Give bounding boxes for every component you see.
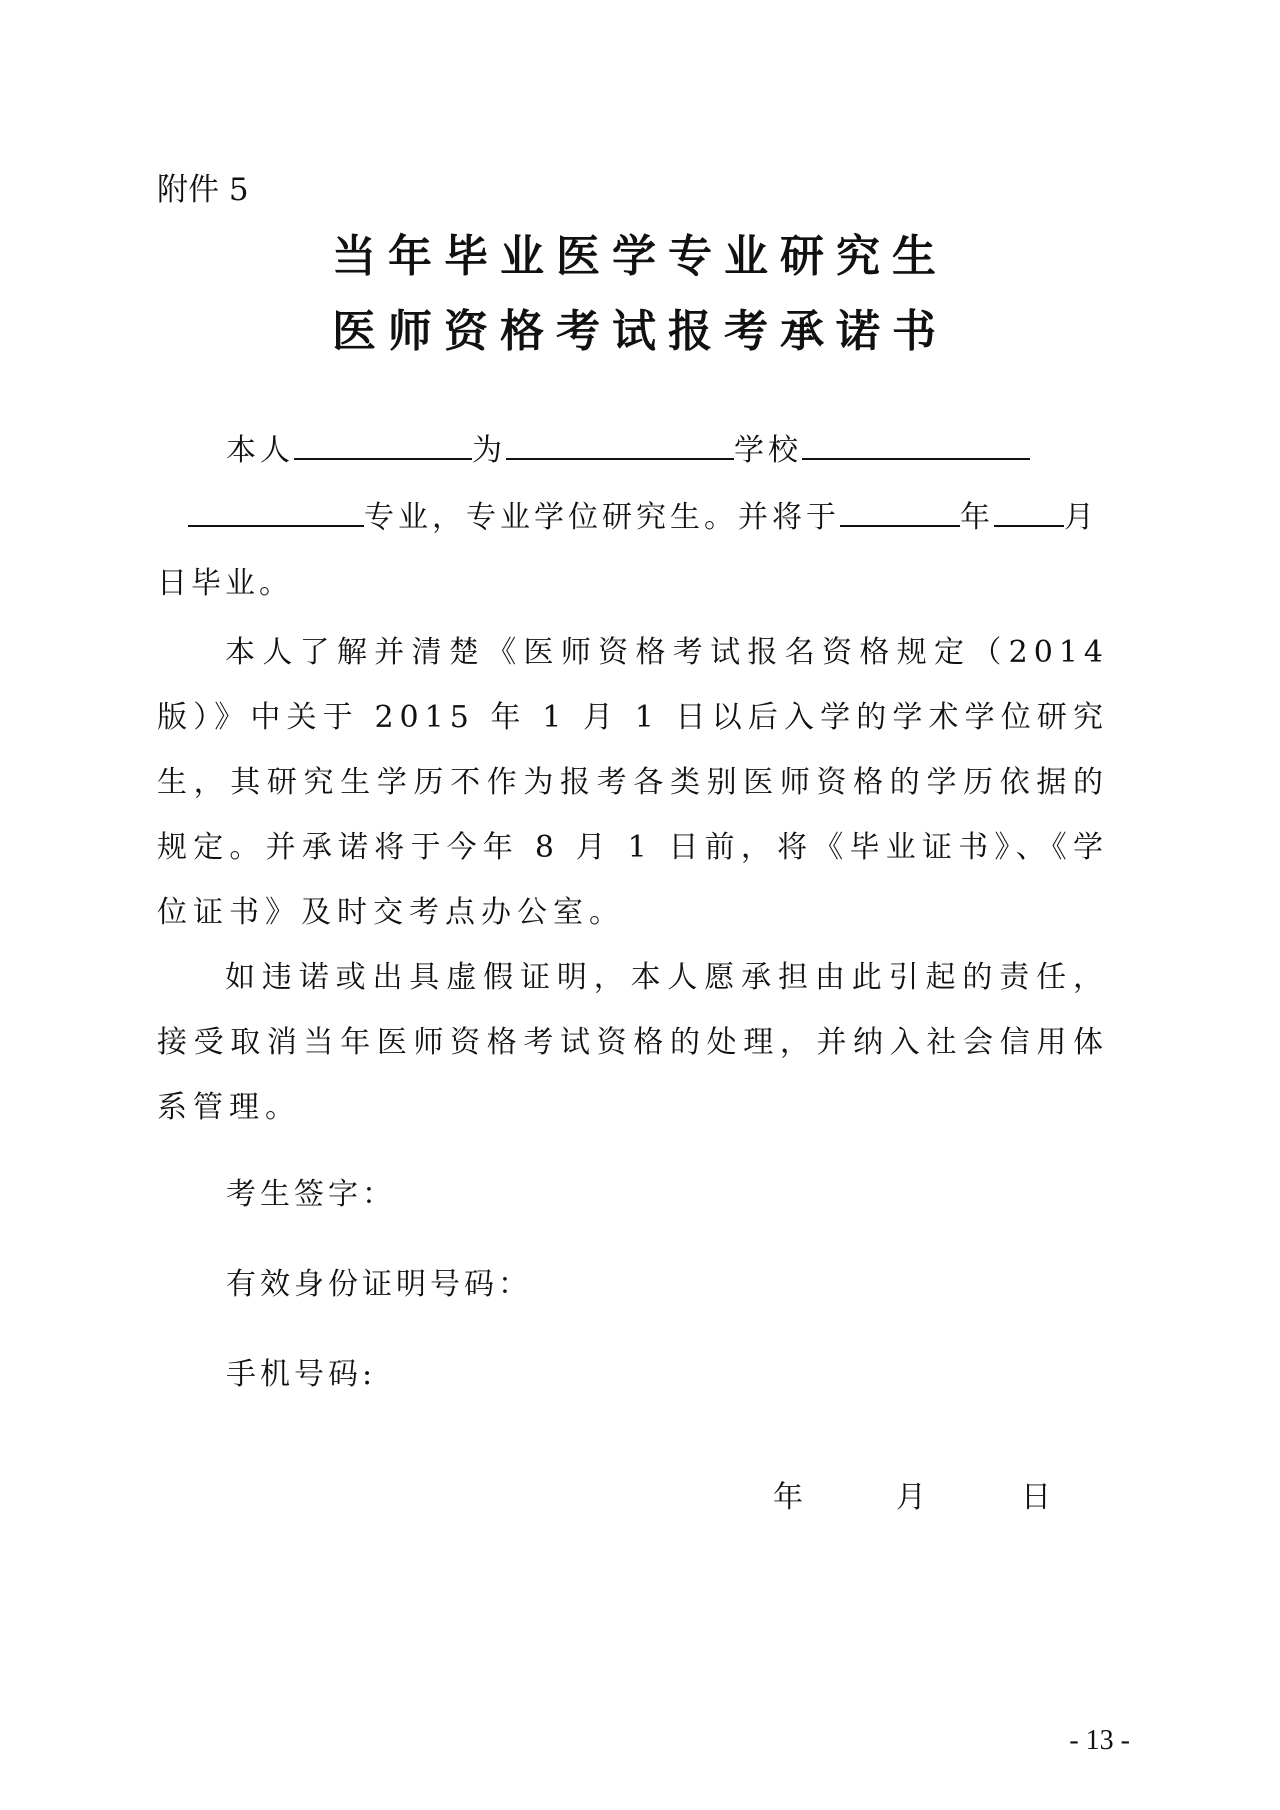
id-number-field: 有效身份证明号码：	[226, 1267, 532, 1302]
major-label: 专业，专业学位研究生。并将于	[364, 500, 840, 535]
document-title-line2: 医师资格考试报考承诺书	[332, 306, 948, 357]
page-number: - 13 -	[1069, 1725, 1130, 1756]
phone-field: 手机号码:	[226, 1357, 377, 1392]
signature-field: 考生签字：	[226, 1177, 396, 1212]
liability-paragraph: 如违诺或出具虚假证明，本人愿承担由此引起的责任，接受取消当年医师资格考试资格的处理，并纳入社会信用体系管理。	[157, 960, 1109, 1125]
form-line-1	[226, 430, 1030, 471]
form-line-3: 日毕业。	[157, 566, 293, 601]
graduation-month-blank[interactable]	[994, 497, 1064, 527]
date-day: 日	[1021, 1480, 1055, 1515]
document-title-line1: 当年毕业医学专业研究生	[332, 231, 948, 282]
form-line-2	[188, 497, 1098, 538]
school-name-blank[interactable]	[506, 430, 734, 460]
attachment-label: 附件 5	[157, 172, 249, 208]
as-label: 为	[472, 433, 506, 468]
major-blank-start[interactable]	[802, 430, 1030, 460]
year-label: 年	[960, 500, 994, 535]
major-blank-end[interactable]	[188, 497, 364, 527]
date-month: 月	[896, 1480, 930, 1515]
date-year: 年	[773, 1480, 807, 1515]
name-blank[interactable]	[294, 430, 472, 460]
graduation-year-blank[interactable]	[840, 497, 960, 527]
month-label: 月	[1064, 500, 1098, 535]
school-label: 学校	[734, 433, 802, 468]
commitment-paragraph: 本人了解并清楚《医师资格考试报名资格规定（2014 版）》中关于 2015 年 1 月 1 日以后入学的学术学位研究生，其研究生学历不作为报考各类别医师资格的学历依据的规定。并承诺将于今年 8 月 1 日前，将《毕业证书》、《学位证书》及时交考点办公室。	[157, 635, 1109, 930]
self-label: 本人	[226, 433, 294, 468]
